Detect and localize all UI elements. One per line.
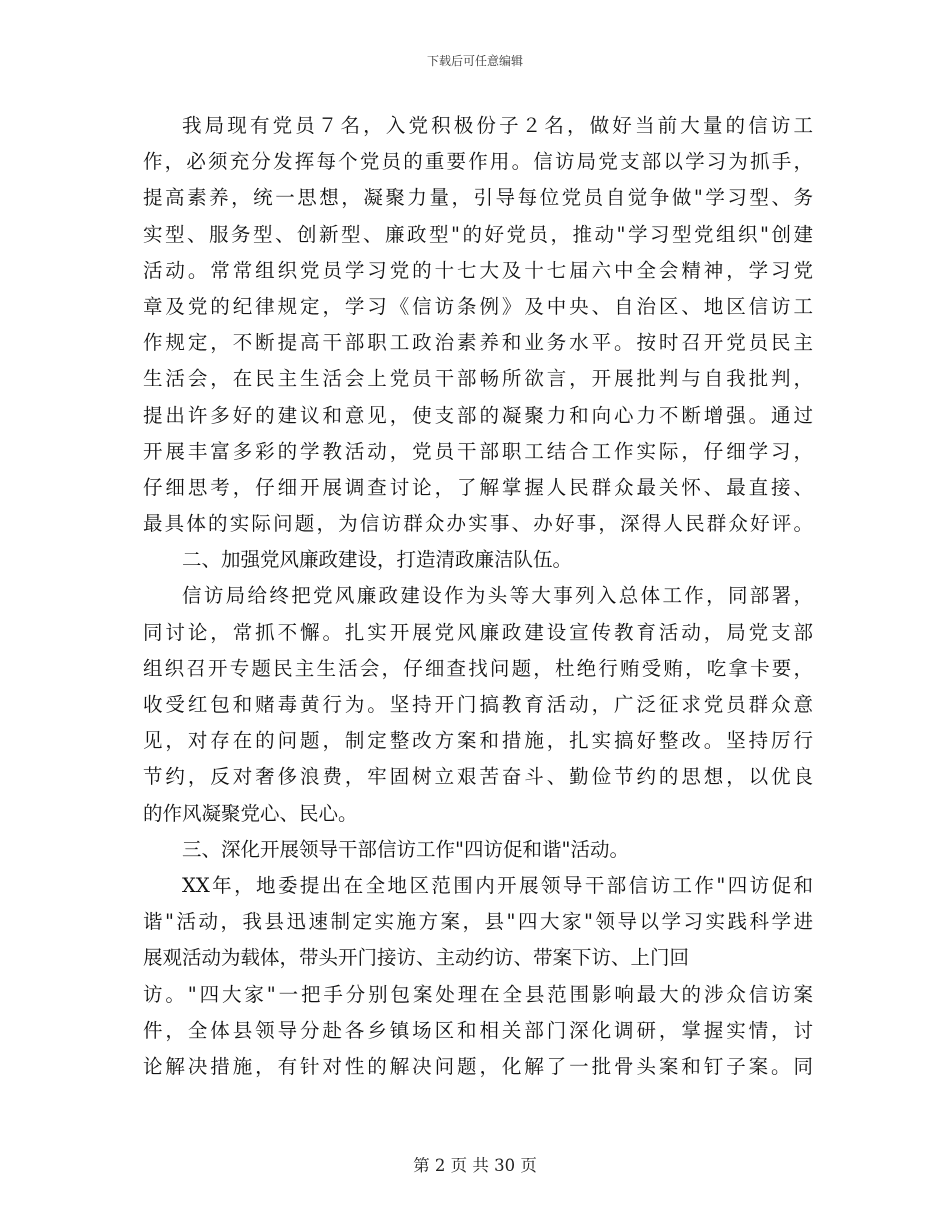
text-line: XX年，地委提出在全地区范围内开展领导干部信访工作"四访促和 — [182, 873, 813, 897]
text-line: 仔细思考，仔细开展调查讨论，了解掌握人民群众最关怀、最直接、 — [143, 475, 813, 499]
text-line: 二、加强党风廉政建设，打造清政廉洁队伍。 — [182, 548, 573, 572]
text-line: 同讨论，常抓不懈。扎实开展党风廉政建设宣传教育活动，局党支部 — [143, 620, 813, 644]
text-line: 作规定，不断提高干部职工政治素养和业务水平。按时召开党员民主 — [143, 331, 813, 355]
text-line: 章及党的纪律规定，学习《信访条例》及中央、自治区、地区信访工 — [143, 294, 813, 318]
text-line: 最具体的实际问题，为信访群众办实事、办好事，深得人民群众好评。 — [143, 512, 813, 536]
text-line: 开展丰富多彩的学教活动，党员干部职工结合工作实际，仔细学习， — [143, 439, 813, 463]
text-line: 作，必须充分发挥每个党员的重要作用。信访局党支部以学习为抓手， — [143, 150, 813, 174]
text-line: 件，全体县领导分赴各乡镇场区和相关部门深化调研，掌握实情，讨 — [143, 1018, 813, 1042]
text-line: 见，对存在的问题，制定整改方案和措施，扎实搞好整改。坚持厉行 — [143, 729, 813, 753]
text-line: 生活会，在民主生活会上党员干部畅所欲言，开展批判与自我批判， — [143, 367, 813, 391]
document-body — [143, 108, 813, 1085]
text-line: 活动。常常组织党员学习党的十七大及十七届六中全会精神，学习党 — [143, 258, 813, 282]
text-line: 组织召开专题民主生活会，仔细查找问题，杜绝行贿受贿，吃拿卡要， — [143, 656, 813, 680]
text-line: 提高素养，统一思想，凝聚力量，引导每位党员自觉争做"学习型、务 — [143, 186, 813, 210]
text-line: 展观活动为载体，带头开门接访、主动约访、带案下访、上门回 — [143, 946, 690, 970]
text-line: 信访局给终把党风廉政建设作为头等大事列入总体工作，同部署， — [182, 584, 813, 608]
text-line: 谐"活动，我县迅速制定实施方案，县"四大家"领导以学习实践科学进 — [143, 910, 813, 934]
text-line: 论解决措施，有针对性的解决问题，化解了一批骨头案和钉子案。同 — [143, 1054, 813, 1078]
text-line: 我局现有党员７名，入党积极份子２名，做好当前大量的信访工 — [182, 114, 813, 137]
text-line: 提出许多好的建议和意见，使支部的凝聚力和向心力不断增强。通过 — [143, 403, 813, 427]
page-header-note: 下载后可任意编辑 — [426, 54, 523, 68]
page-number-footer: 第 2 页 共 30 页 — [413, 1156, 537, 1175]
text-line: 节约，反对奢侈浪费，牢固树立艰苦奋斗、勤俭节约的思想，以优良 — [143, 765, 813, 789]
text-line: 收受红包和赌毒黄行为。坚持开门搞教育活动，广泛征求党员群众意 — [143, 693, 813, 716]
text-line: 实型、服务型、创新型、廉政型"的好党员，推动"学习型党组织"创建 — [143, 222, 813, 246]
text-line: 访。"四大家"一把手分别包案处理在全县范围影响最大的涉众信访案 — [143, 982, 813, 1006]
text-line: 的作风凝聚党心、民心。 — [143, 801, 358, 825]
text-line: 三、深化开展领导干部信访工作"四访促和谐"活动。 — [182, 837, 629, 861]
